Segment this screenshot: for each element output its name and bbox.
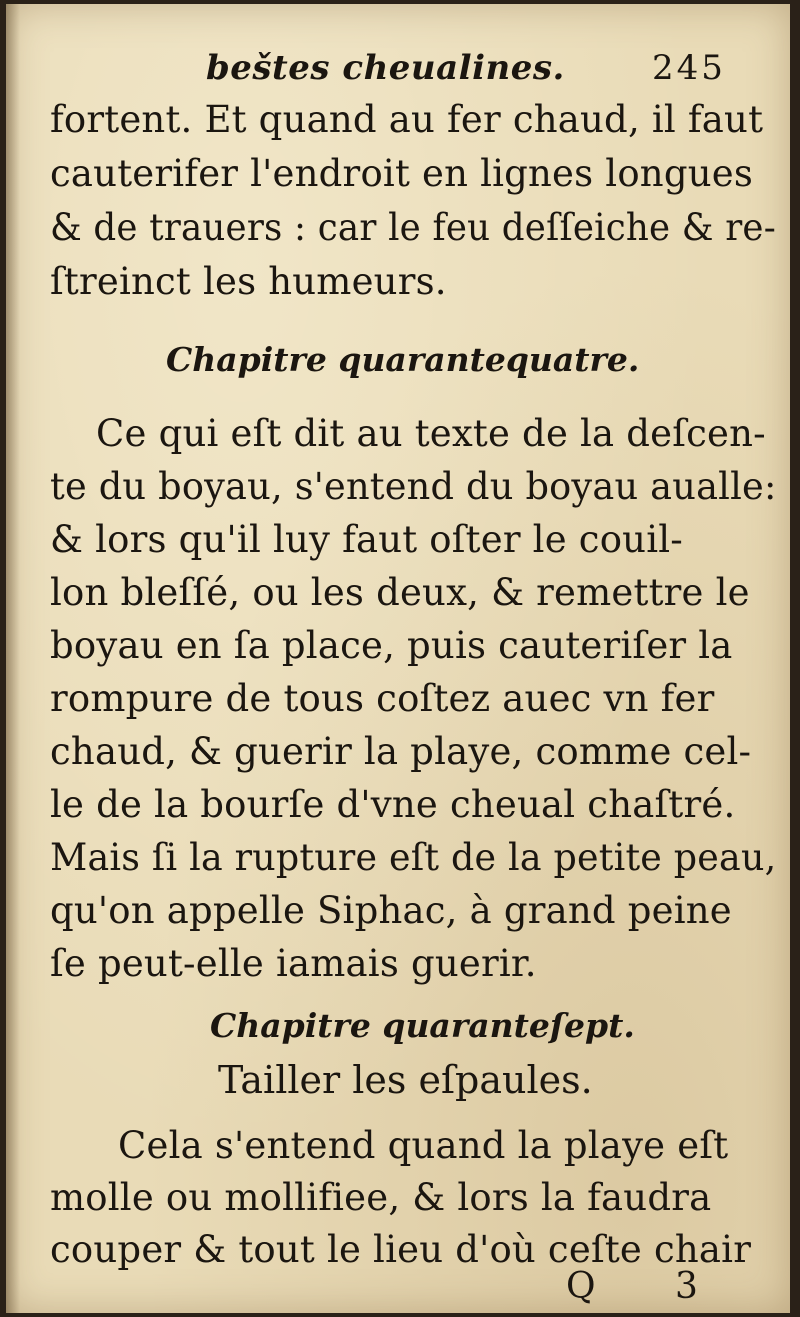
text-line: molle ou mollifiee, & lors la faudra bbox=[50, 1176, 712, 1219]
running-title: beštes cheualines. bbox=[206, 48, 565, 88]
signature-mark: Q 3 bbox=[566, 1266, 732, 1307]
text-line: fortent. Et quand au fer chaud, il faut bbox=[50, 98, 764, 141]
text-line: & lors qu'il luy faut oſter le couil- bbox=[50, 518, 683, 561]
text-line: ſe peut-elle iamais guerir. bbox=[50, 942, 537, 985]
text-line: cauterifer l'endroit en lignes longues bbox=[50, 152, 754, 195]
text-line: te du boyau, s'entend du boyau aualle: bbox=[50, 465, 777, 508]
text-line: chaud, & guerir la playe, comme cel- bbox=[50, 730, 752, 773]
page-number: 245 bbox=[652, 48, 726, 88]
book-page bbox=[6, 4, 790, 1313]
text-line: & de trauers : car le feu deſſeiche & re- bbox=[50, 206, 776, 249]
text-line: ſtreinct les humeurs. bbox=[50, 260, 447, 303]
page-gutter-shadow bbox=[6, 4, 20, 1313]
chapter-subtitle: Tailler les eſpaules. bbox=[218, 1058, 593, 1102]
text-line: Mais ſi la rupture eſt de la petite peau, bbox=[50, 836, 777, 879]
text-line: couper & tout le lieu d'où ceſte chair bbox=[50, 1228, 752, 1271]
chapter-heading-47: Chapitre quaranteſept. bbox=[210, 1006, 635, 1045]
text-line: le de la bourſe d'vne cheual chaſtré. bbox=[50, 783, 736, 826]
text-line: lon bleſſé, ou les deux, & remettre le bbox=[50, 571, 750, 614]
text-line: boyau en ſa place, puis cauteriſer la bbox=[50, 624, 733, 667]
text-line: Cela s'entend quand la playe eſt bbox=[118, 1124, 729, 1167]
text-line: Ce qui eſt dit au texte de la deſcen- bbox=[96, 412, 766, 455]
text-line: rompure de tous coſtez auec vn fer bbox=[50, 677, 715, 720]
chapter-heading-44: Chapitre quarantequatre. bbox=[166, 340, 640, 379]
text-line: qu'on appelle Siphac, à grand peine bbox=[50, 889, 732, 932]
